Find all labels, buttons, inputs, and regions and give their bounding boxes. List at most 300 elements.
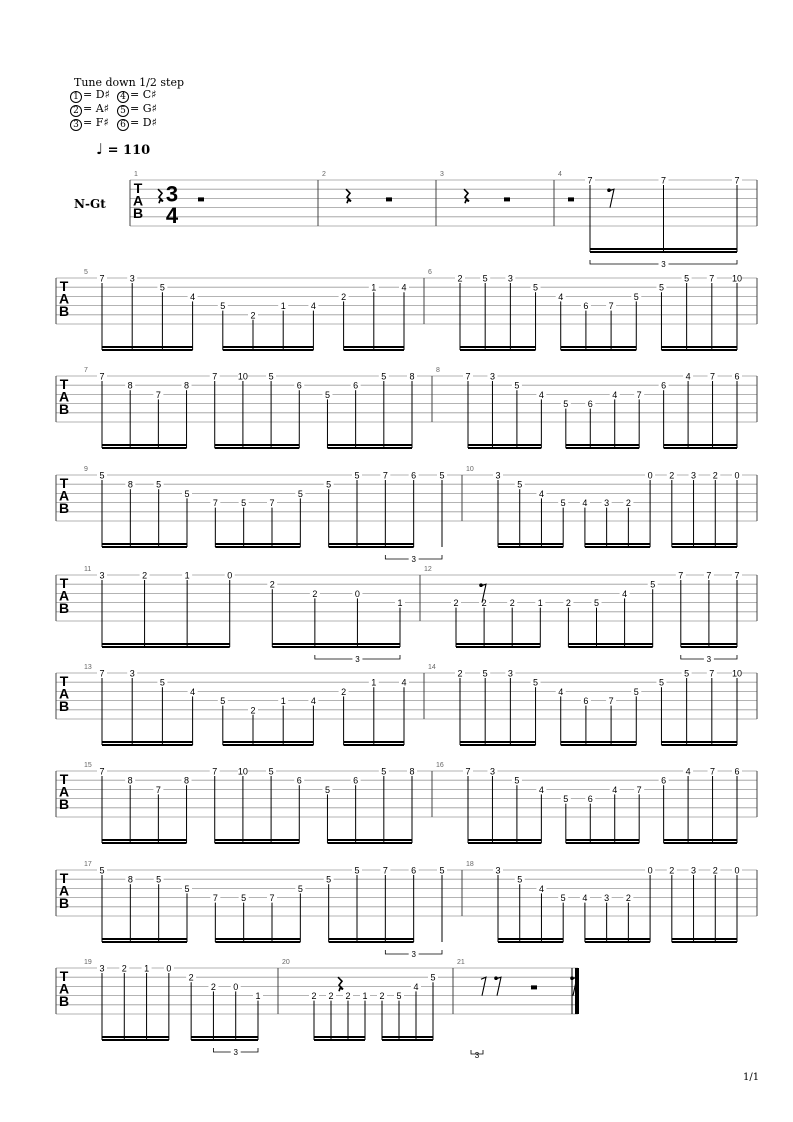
beam xyxy=(498,941,563,943)
beam xyxy=(102,346,193,348)
beam xyxy=(102,546,187,548)
quarter-rest xyxy=(338,977,343,991)
fret-number: 2 xyxy=(481,598,487,609)
string-5-note: = G♯ xyxy=(130,102,157,115)
measure-number: 1 xyxy=(134,171,138,178)
fret-number: 7 xyxy=(155,784,161,795)
tab-clef-letter: B xyxy=(58,600,70,617)
quarter-note-icon: ♩ xyxy=(96,140,104,158)
fret-number: 3 xyxy=(507,668,513,679)
beam xyxy=(382,1039,433,1041)
beam xyxy=(460,741,536,743)
measure-number: 5 xyxy=(84,269,88,276)
measure-number: 7 xyxy=(84,367,88,374)
fret-number: 2 xyxy=(712,470,718,481)
fret-number: 3 xyxy=(495,865,501,876)
fret-number: 5 xyxy=(560,498,566,509)
measure-number: 6 xyxy=(428,269,432,276)
fret-number: 10 xyxy=(237,371,248,382)
fret-number: 1 xyxy=(144,963,150,974)
tab-clef-letter: B xyxy=(58,698,70,715)
fret-number: 5 xyxy=(439,470,445,481)
fret-number: 4 xyxy=(413,981,419,992)
time-signature-top: 3 xyxy=(165,181,179,207)
beam xyxy=(590,251,737,253)
half-rest xyxy=(198,197,204,201)
fret-number: 5 xyxy=(563,399,569,410)
fret-number: 3 xyxy=(489,766,495,777)
string-2-number: 2 xyxy=(70,105,82,117)
string-3-number: 3 xyxy=(70,119,82,131)
beam xyxy=(460,744,536,746)
beam xyxy=(664,444,737,446)
tab-clef-letter: A xyxy=(58,487,70,504)
fret-number: 5 xyxy=(430,972,436,983)
fret-number: 4 xyxy=(190,291,196,302)
fret-number: 7 xyxy=(709,273,715,284)
fret-number: 10 xyxy=(237,766,248,777)
tuplet-number: 3 xyxy=(411,950,416,959)
fret-number: 7 xyxy=(734,570,740,581)
beam xyxy=(561,346,637,348)
fret-number: 2 xyxy=(669,865,675,876)
beam xyxy=(272,646,400,648)
fret-number: 4 xyxy=(401,677,407,688)
fret-number: 2 xyxy=(269,579,275,590)
beam xyxy=(215,447,300,449)
fret-number: 7 xyxy=(212,498,218,509)
beam xyxy=(223,744,314,746)
beam xyxy=(664,839,737,841)
fret-number: 5 xyxy=(650,579,656,590)
fret-number: 7 xyxy=(269,893,275,904)
beam xyxy=(561,744,637,746)
measure-number: 17 xyxy=(84,861,92,868)
fret-number: 3 xyxy=(691,470,697,481)
tuplet-number: 3 xyxy=(661,260,666,269)
beam xyxy=(102,447,187,449)
fret-number: 5 xyxy=(156,874,162,885)
measure-number: 20 xyxy=(282,959,290,966)
fret-number: 0 xyxy=(166,963,172,974)
beam xyxy=(456,643,540,645)
beam xyxy=(223,741,314,743)
fret-number: 1 xyxy=(280,696,286,707)
quarter-rest xyxy=(346,189,351,203)
tab-clef-letter: A xyxy=(58,783,70,800)
half-rest xyxy=(504,197,510,201)
beam xyxy=(468,839,541,841)
fret-number: 6 xyxy=(734,766,740,777)
half-rest xyxy=(386,197,392,201)
fret-number: 0 xyxy=(233,981,239,992)
fret-number: 5 xyxy=(514,775,520,786)
fret-number: 4 xyxy=(685,766,691,777)
fret-number: 5 xyxy=(159,282,165,293)
fret-number: 4 xyxy=(190,686,196,697)
measure-number: 14 xyxy=(428,664,436,671)
tab-clef-letter: T xyxy=(59,475,69,492)
fret-number: 3 xyxy=(604,893,610,904)
fret-number: 2 xyxy=(669,470,675,481)
fret-number: 6 xyxy=(661,380,667,391)
fret-number: 6 xyxy=(411,470,417,481)
beam xyxy=(329,941,414,943)
tab-clef-letter: T xyxy=(59,870,69,887)
string-4-number: 4 xyxy=(117,91,129,103)
beam xyxy=(191,1039,258,1041)
fret-number: 2 xyxy=(379,991,385,1002)
fret-number: 5 xyxy=(633,291,639,302)
beam xyxy=(498,938,563,940)
fret-number: 5 xyxy=(381,766,387,777)
beam xyxy=(215,842,300,844)
beam xyxy=(314,1039,365,1041)
fret-number: 4 xyxy=(401,282,407,293)
tab-clef-letter: T xyxy=(59,376,69,393)
fret-number: 5 xyxy=(533,282,539,293)
beam xyxy=(568,643,652,645)
beam xyxy=(460,346,536,348)
tuplet-number: 3 xyxy=(706,655,712,664)
fret-number: 5 xyxy=(439,865,445,876)
fret-number: 8 xyxy=(127,479,133,490)
fret-number: 7 xyxy=(734,175,740,186)
fret-number: 6 xyxy=(353,775,359,786)
fret-number: 3 xyxy=(129,668,135,679)
beam xyxy=(327,839,412,841)
fret-number: 5 xyxy=(99,865,105,876)
beam xyxy=(664,447,737,449)
fret-number: 5 xyxy=(533,677,539,688)
beam xyxy=(566,447,639,449)
tab-clef-letter: B xyxy=(58,303,70,320)
fret-number: 5 xyxy=(354,865,360,876)
fret-number: 0 xyxy=(734,470,740,481)
fret-number: 1 xyxy=(537,598,543,609)
tab-clef-letter: T xyxy=(133,180,143,197)
tuplet-number: 3 xyxy=(411,555,416,564)
fret-number: 2 xyxy=(625,893,631,904)
fret-number: 7 xyxy=(636,389,642,400)
fret-number: 5 xyxy=(658,282,664,293)
fret-number: 0 xyxy=(354,588,360,599)
beam xyxy=(468,447,541,449)
beam xyxy=(585,546,650,548)
beam xyxy=(102,744,193,746)
beam xyxy=(215,444,300,446)
fret-number: 2 xyxy=(328,991,334,1002)
fret-number: 7 xyxy=(587,175,593,186)
track-name: N-Gt xyxy=(74,197,106,211)
fret-number: 4 xyxy=(538,883,544,894)
fret-number: 6 xyxy=(734,371,740,382)
fret-number: 5 xyxy=(514,380,520,391)
fret-number: 4 xyxy=(612,389,618,400)
beam xyxy=(468,444,541,446)
measure-number: 2 xyxy=(322,171,326,178)
tuning-title: Tune down 1/2 step xyxy=(74,76,184,89)
fret-number: 8 xyxy=(409,766,415,777)
beam xyxy=(498,546,563,548)
beam xyxy=(681,646,737,648)
fret-number: 5 xyxy=(482,668,488,679)
beam xyxy=(661,744,737,746)
beam xyxy=(590,248,737,250)
fret-number: 0 xyxy=(647,470,653,481)
fret-number: 5 xyxy=(268,371,274,382)
tab-clef-letter: B xyxy=(132,205,144,222)
beam xyxy=(102,646,230,648)
fret-number: 2 xyxy=(250,705,256,716)
fret-number: 7 xyxy=(465,766,471,777)
fret-number: 2 xyxy=(312,588,318,599)
fret-number: 5 xyxy=(354,470,360,481)
beam xyxy=(102,741,193,743)
fret-number: 2 xyxy=(625,498,631,509)
fret-number: 2 xyxy=(453,598,459,609)
beam xyxy=(329,938,414,940)
fret-number: 8 xyxy=(127,380,133,391)
measure-number: 19 xyxy=(84,959,92,966)
beam xyxy=(102,941,187,943)
fret-number: 5 xyxy=(297,488,303,499)
fret-number: 5 xyxy=(482,273,488,284)
tuplet-number: 3 xyxy=(474,1051,480,1060)
fret-number: 7 xyxy=(706,570,712,581)
fret-number: 8 xyxy=(127,874,133,885)
beam xyxy=(344,346,404,348)
beam xyxy=(585,938,650,940)
beam xyxy=(102,643,230,645)
measure-number: 10 xyxy=(466,466,474,473)
fret-number: 2 xyxy=(341,291,347,302)
fret-number: 2 xyxy=(188,972,194,983)
fret-number: 1 xyxy=(255,991,261,1002)
fret-number: 5 xyxy=(396,991,402,1002)
tab-clef-letter: A xyxy=(58,882,70,899)
fret-number: 7 xyxy=(382,865,388,876)
fret-number: 7 xyxy=(99,766,105,777)
fret-number: 3 xyxy=(604,498,610,509)
fret-number: 2 xyxy=(457,668,463,679)
beam xyxy=(681,643,737,645)
tab-clef-letter: B xyxy=(58,993,70,1010)
fret-number: 1 xyxy=(280,301,286,312)
fret-number: 7 xyxy=(709,668,715,679)
measure-number: 4 xyxy=(558,171,562,178)
fret-number: 7 xyxy=(99,668,105,679)
beam xyxy=(314,1036,365,1038)
fret-number: 10 xyxy=(731,668,743,679)
fret-number: 7 xyxy=(212,893,218,904)
fret-number: 7 xyxy=(660,175,667,186)
string-1-note: = D♯ xyxy=(83,88,110,101)
fret-number: 1 xyxy=(397,598,403,609)
fret-number: 7 xyxy=(608,696,614,707)
fret-number: 2 xyxy=(712,865,718,876)
string-4-note: = C♯ xyxy=(130,88,157,101)
measure-number: 15 xyxy=(84,762,92,769)
fret-number: 4 xyxy=(622,588,628,599)
beam xyxy=(672,941,737,943)
fret-number: 4 xyxy=(538,784,544,795)
fret-number: 2 xyxy=(345,991,351,1002)
beam xyxy=(223,346,314,348)
beam xyxy=(672,938,737,940)
fret-number: 6 xyxy=(353,380,359,391)
fret-number: 5 xyxy=(633,686,639,697)
fret-number: 7 xyxy=(678,570,684,581)
fret-number: 5 xyxy=(159,677,165,688)
fret-number: 7 xyxy=(465,371,471,382)
fret-number: 7 xyxy=(99,371,105,382)
fret-number: 3 xyxy=(99,963,105,974)
fret-number: 2 xyxy=(509,598,515,609)
string-6-note: = D♯ xyxy=(130,116,157,129)
beam xyxy=(664,842,737,844)
fret-number: 5 xyxy=(297,883,303,894)
fret-number: 8 xyxy=(127,775,133,786)
beam xyxy=(102,938,187,940)
fret-number: 4 xyxy=(612,784,618,795)
beam xyxy=(102,444,187,446)
beam xyxy=(102,839,187,841)
measure-number: 12 xyxy=(424,566,432,573)
fret-number: 5 xyxy=(593,598,600,609)
beam xyxy=(661,741,737,743)
fret-number: 4 xyxy=(538,488,544,499)
beam xyxy=(191,1036,258,1038)
beam xyxy=(344,744,404,746)
fret-number: 2 xyxy=(121,963,127,974)
fret-number: 4 xyxy=(310,696,316,707)
beam xyxy=(344,349,404,351)
fret-number: 7 xyxy=(269,498,275,509)
beam xyxy=(215,546,300,548)
fret-number: 3 xyxy=(99,570,105,581)
tab-clef-letter: B xyxy=(58,796,70,813)
fret-number: 2 xyxy=(565,598,571,609)
fret-number: 7 xyxy=(636,784,642,795)
fret-number: 4 xyxy=(558,686,564,697)
beam xyxy=(568,646,652,648)
beam xyxy=(329,543,414,545)
fret-number: 5 xyxy=(99,470,105,481)
fret-number: 5 xyxy=(563,794,569,805)
beam xyxy=(561,349,637,351)
beam xyxy=(215,938,300,940)
fret-number: 5 xyxy=(241,893,247,904)
fret-number: 7 xyxy=(710,766,716,777)
fret-number: 6 xyxy=(583,696,589,707)
string-1-number: 1 xyxy=(70,91,82,103)
fret-number: 2 xyxy=(250,310,256,321)
fret-number: 4 xyxy=(310,301,316,312)
fret-number: 0 xyxy=(647,865,653,876)
beam xyxy=(566,444,639,446)
fret-number: 6 xyxy=(411,865,417,876)
fret-number: 6 xyxy=(296,380,302,391)
fret-number: 7 xyxy=(155,389,161,400)
beam xyxy=(456,646,540,648)
fret-number: 0 xyxy=(734,865,740,876)
fret-number: 5 xyxy=(324,389,330,400)
tab-clef-letter: B xyxy=(58,401,70,418)
fret-number: 5 xyxy=(517,479,523,490)
beam xyxy=(661,346,737,348)
fret-number: 6 xyxy=(587,399,593,410)
fret-number: 1 xyxy=(371,677,377,688)
beam xyxy=(215,839,300,841)
time-signature-bottom: 4 xyxy=(165,203,179,228)
fret-number: 5 xyxy=(184,883,190,894)
fret-number: 4 xyxy=(538,389,544,400)
string-5-number: 5 xyxy=(117,105,129,117)
tab-clef-letter: T xyxy=(59,575,69,592)
fret-number: 8 xyxy=(184,380,190,391)
fret-number: 5 xyxy=(560,893,566,904)
measure-number: 16 xyxy=(436,762,444,769)
measure-number: 9 xyxy=(84,466,88,473)
fret-number: 6 xyxy=(583,301,589,312)
fret-number: 2 xyxy=(457,273,463,284)
beam xyxy=(215,941,300,943)
string-2-note: = A♯ xyxy=(83,102,109,115)
tuplet-number: 3 xyxy=(355,655,360,664)
fret-number: 2 xyxy=(210,981,216,992)
fret-number: 5 xyxy=(241,498,247,509)
fret-number: 7 xyxy=(212,371,218,382)
beam xyxy=(215,543,300,545)
tab-clef-letter: A xyxy=(58,685,70,702)
tuplet-number: 3 xyxy=(233,1048,238,1057)
beam xyxy=(468,842,541,844)
fret-number: 5 xyxy=(268,766,274,777)
fret-number: 6 xyxy=(587,794,593,805)
half-rest xyxy=(568,197,574,201)
fret-number: 7 xyxy=(710,371,716,382)
fret-number: 7 xyxy=(212,766,218,777)
fret-number: 2 xyxy=(311,991,317,1002)
tab-clef-letter: T xyxy=(59,278,69,295)
fret-number: 5 xyxy=(184,488,190,499)
beam xyxy=(223,349,314,351)
fret-number: 5 xyxy=(220,301,226,312)
fret-number: 3 xyxy=(489,371,495,382)
fret-number: 2 xyxy=(142,570,148,581)
measure-number: 13 xyxy=(84,664,92,671)
tab-clef-letter: T xyxy=(59,968,69,985)
tab-clef-letter: A xyxy=(58,388,70,405)
fret-number: 8 xyxy=(409,371,415,382)
fret-number: 3 xyxy=(129,273,135,284)
beam xyxy=(102,543,187,545)
tab-clef-letter: B xyxy=(58,500,70,517)
beam xyxy=(327,842,412,844)
beam xyxy=(102,1036,169,1038)
fret-number: 5 xyxy=(156,479,162,490)
tab-clef-letter: A xyxy=(58,587,70,604)
fret-number: 5 xyxy=(684,273,690,284)
beam xyxy=(102,349,193,351)
beam xyxy=(585,941,650,943)
fret-number: 7 xyxy=(99,273,105,284)
fret-number: 4 xyxy=(582,893,588,904)
beam xyxy=(498,543,563,545)
fret-number: 6 xyxy=(296,775,302,786)
fret-number: 5 xyxy=(517,874,523,885)
